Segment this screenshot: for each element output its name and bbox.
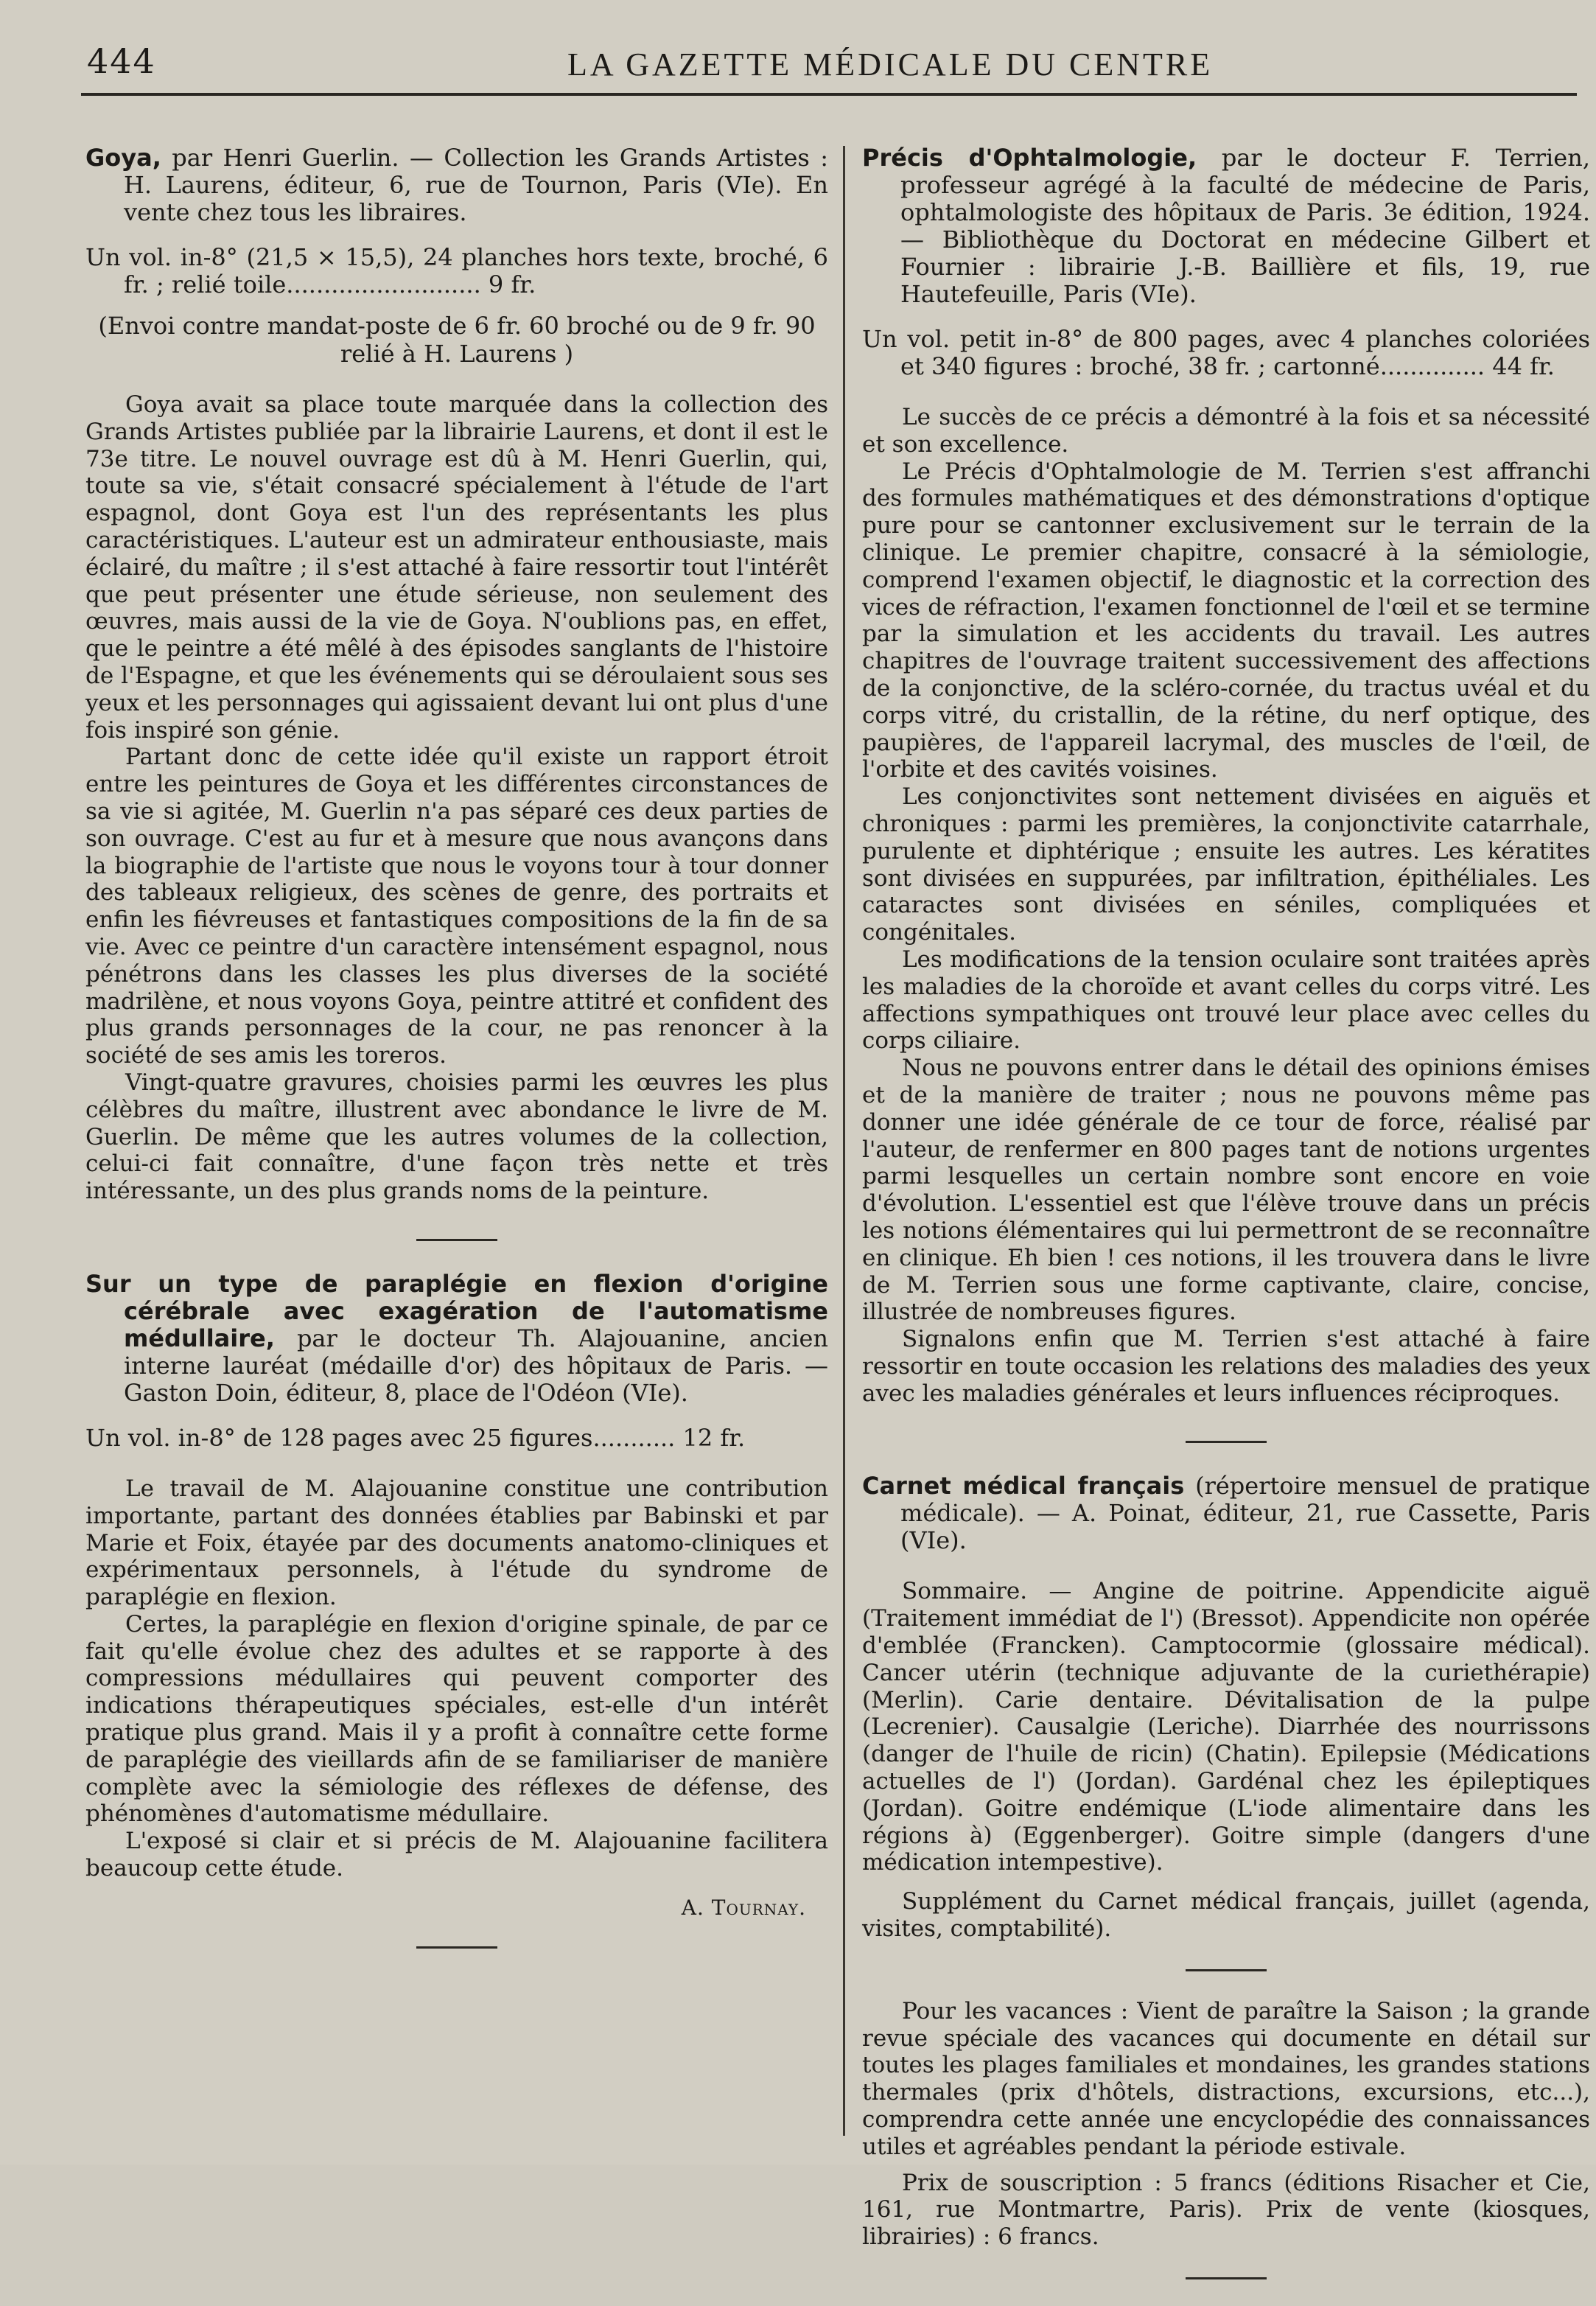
review-title: Sur un type de paraplégie en flexion d'origine cérébrale avec exagération de l'automatisme médullaire, <box>85 1269 828 1352</box>
running-head <box>81 35 1577 94</box>
page-number: 444 <box>87 41 156 81</box>
review-paragraph: Les modifications de la tension oculaire sont traitées après les maladies de la choroïde et avant celles du corps vitré. Les affections sympathiques ont trouvé leur place avec celles du corps ciliaire. <box>862 946 1590 1055</box>
right-column <box>862 144 1590 2306</box>
review-paragraph: Le succès de ce précis a démontré à la fois et sa nécessité et son excellence. <box>862 404 1590 458</box>
citation-text: par le docteur F. Terrien, professeur agrégé à la faculté de médecine de Paris, ophtalmologiste des hôpitaux de Paris. 3e édition, 1924. — Bibliothèque du Doctorat en médecine Gilbert et Fournier : librairie J.-B. Baillière et fils, 19, rue Hautefeuille, Paris (VIe). <box>900 144 1590 308</box>
volume-details: Un vol. petit in-8° de 800 pages, avec 4 planches coloriées et 340 figures : broché, 38 fr. ; cartonné.............. 44 fr. <box>862 325 1590 380</box>
mail-order-note: (Envoi contre mandat-poste de 6 fr. 60 broché ou de 9 fr. 90 relié à H. Laurens ) <box>98 312 816 368</box>
contents-summary: Sommaire. — Angine de poitrine. Appendicite aiguë (Traitement immédiat de l') (Bressot). Appendicite non opérée d'emblée (Francken). Camptocormie (glossaire médical). Cancer utérin (technique adjuvante de la curiethérapie) (Merlin). Carie dentaire. Dévitalisation de la pulpe (Lecrenier). Causalgie (Leriche). Diarrhée des nourrissons (danger de l'huile de ricin) (Chatin). Epilepsie (Médications actuelles de l') (Jordan). Gardénal chez les épileptiques (Jordan). Goitre endémique (L'iode alimentaire dans les régions à) (Eggenberger). Goitre simple (dangers d'une médication intempestive). <box>862 1578 1590 1876</box>
review-citation <box>85 1271 828 1407</box>
review-paragraph: Goya avait sa place toute marquée dans la collection des Grands Artistes publiée par la librairie Laurens, et dont il est le 73e titre. Le nouvel ouvrage est dû à M. Henri Guerlin, qui, toute sa vie, s'était consacré spécialement à l'étude de l'art espagnol, dont Goya est l'un des représentants les plus caractéristiques. L'auteur est un admirateur enthousiaste, mais éclairé, du maître ; il s'est attaché à faire ressortir tout l'intérêt que peut présenter une étude sérieuse, non seulement des œuvres, mais aussi de la vie de Goya. N'oublions pas, en effet, que le peintre a été mêlé à des épisodes sanglants de l'histoire de l'Espagne, et que les événements qui se déroulaient sous ses yeux et les personnages qui agissaient devant lui ont plus d'une fois inspiré son génie. <box>85 391 828 744</box>
citation-text: par Henri Guerlin. — Collection les Grands Artistes : H. Laurens, éditeur, 6, rue de Tournon, Paris (VIe). En vente chez tous les libraires. <box>124 144 829 226</box>
review-paragraph: Nous ne pouvons entrer dans le détail des opinions émises et de la manière de traiter ; nous ne pouvons même pas donner une idée générale de ce tour de force, réalisé par l'auteur, de renfermer en 800 pages tant de notions urgentes parmi lesquelles un certain nombre sont encore en voie d'évolution. L'essentiel est que l'élève trouve dans un précis les notions élémentaires qui lui permettront de se reconnaître en clinique. Eh bien ! ces notions, il les trouvera dans le livre de M. Terrien sous une forme captivante, claire, concise, illustrée de nombreuses figures. <box>862 1055 1590 1326</box>
review-title: Carnet médical français <box>862 1472 1185 1500</box>
review-paragraph: L'exposé si clair et si précis de M. Alajouanine facilitera beaucoup cette étude. <box>85 1828 828 1882</box>
review-citation <box>862 1472 1590 1554</box>
review-title: Goya, <box>85 144 161 172</box>
review-title: Précis d'Ophtalmologie, <box>862 144 1197 172</box>
section-separator <box>416 1946 497 1949</box>
announcement-paragraph: Pour les vacances : Vient de paraître la Saison ; la grande revue spéciale des vacances qui documente en détail sur toutes les plages familiales et mondaines, les grandes stations thermales (prix d'hôtels, distractions, excursions, etc...), comprendra cette année une encyclopédie des connaissances utiles et agréables pendant la période estivale. <box>862 1997 1590 2160</box>
review-citation <box>862 144 1590 308</box>
review-citation <box>85 144 828 226</box>
review-paragraph: Le Précis d'Ophtalmologie de M. Terrien s'est affranchi des formules mathématiques et des démonstrations d'optique pure pour se cantonner exclusivement sur le terrain de la clinique. Le premier chapitre, consacré à la sémiologie, comprend l'examen objectif, le diagnostic et la correction des vices de réfraction, l'examen fonctionnel de l'œil et se termine par la simulation et les accidents du travail. Les autres chapitres de l'ouvrage traitent successivement des affections de la conjonctive, de la scléro-cornée, du tractus uvéal et du corps vitré, du cristallin, de la rétine, du nerf optique, des paupières, de l'appareil lacrymal, des muscles de l'œil, de l'orbite et des cavités voisines. <box>862 458 1590 783</box>
column-divider <box>843 146 845 2136</box>
review-signature: A. Tournay. <box>681 1895 806 1920</box>
review-paraplegie <box>85 1271 828 1920</box>
citation-text: (répertoire mensuel de pratique médicale). — A. Poinat, éditeur, 21, rue Cassette, Paris (VIe). <box>900 1472 1590 1555</box>
volume-details: Un vol. in-8° de 128 pages avec 25 figures........... 12 fr. <box>85 1423 746 1452</box>
review-paragraph: Vingt-quatre gravures, choisies parmi les œuvres les plus célèbres du maître, illustrent avec abondance le livre de M. Guerlin. De même que les autres volumes de la collection, celui-ci fait connaître, d'une façon très nette et très intéressante, un des plus grands noms de la peinture. <box>85 1069 828 1205</box>
review-goya <box>85 144 828 1205</box>
section-separator <box>1186 2277 1267 2279</box>
review-ophtalmologie <box>862 144 1590 1407</box>
citation-text: par le docteur Th. Alajouanine, ancien interne lauréat (médaille d'or) des hôpitaux de Paris. — Gaston Doin, éditeur, 8, place de l'Odéon (VIe). <box>124 1324 829 1407</box>
volume-details: Un vol. in-8° (21,5 × 15,5), 24 planches hors texte, broché, 6 fr. ; relié toile.......................... 9 fr. <box>85 243 828 298</box>
header-rule <box>81 93 1577 96</box>
review-paragraph: Partant donc de cette idée qu'il existe un rapport étroit entre les peintures de Goya et les différentes circonstances de sa vie si agitée, M. Guerlin n'a pas séparé ces deux parties de son ouvrage. C'est au fur et à mesure que nous avançons dans la biographie de l'artiste que nous le voyons tour à tour donner des tableaux religieux, des scènes de genre, des portraits et enfin les fiévreuses et fantastiques compositions de la fin de sa vie. Avec ce peintre d'un caractère intensément espagnol, nous pénétrons dans les classes les plus diverses de la société madrilène, et nous voyons Goya, peintre attitré et confident des plus grands personnages de la cour, ne pas renoncer à la société de ses amis les toreros. <box>85 744 828 1069</box>
section-separator <box>1186 1969 1267 1971</box>
journal-title: LA GAZETTE MÉDICALE DU CENTRE <box>567 46 1214 83</box>
left-column <box>85 144 828 1975</box>
section-separator <box>1186 1441 1267 1443</box>
supplement-note: Supplément du Carnet médical français, juillet (agenda, visites, comptabilité). <box>862 1888 1590 1943</box>
review-paragraph: Les conjonctivites sont nettement divisées en aiguës et chroniques : parmi les premières, la conjonctivite catarrhale, purulente et diphtérique ; ensuite les autres. Les kératites sont divisées en suppurées, par infiltration, épithéliales. Les cataractes sont divisées en séniles, compliquées et congénitales. <box>862 783 1590 946</box>
notice-saison <box>862 1998 1590 2251</box>
review-paragraph: Certes, la paraplégie en flexion d'origine spinale, de par ce fait qu'elle évolue chez des adultes et se rapporte à des compressions médullaires qui peuvent comporter des indications thérapeutiques spéciales, est-elle d'un intérêt pratique plus grand. Mais il y a profit à connaître cette forme de paraplégie des vieillards afin de se familiariser de manière complète avec la sémiologie des réflexes de défense, des phénomènes d'automatisme médullaire. <box>85 1610 828 1828</box>
review-paragraph: Signalons enfin que M. Terrien s'est attaché à faire ressortir en toute occasion les relations des maladies des yeux avec les maladies générales et leurs influences réciproques. <box>862 1326 1590 1407</box>
subscription-price: Prix de souscription : 5 francs (éditions Risacher et Cie, 161, rue Montmartre, Paris). Prix de vente (kiosques, librairies) : 6 francs. <box>862 2169 1590 2251</box>
notice-carnet <box>862 1472 1590 1942</box>
review-paragraph: Le travail de M. Alajouanine constitue une contribution importante, partant des données établies par Babinski et par Marie et Foix, étayée par des documents anatomo-cliniques et expérimentaux personnels, à l'étude du syndrome de paraplégie en flexion. <box>85 1475 828 1611</box>
section-separator <box>416 1239 497 1241</box>
